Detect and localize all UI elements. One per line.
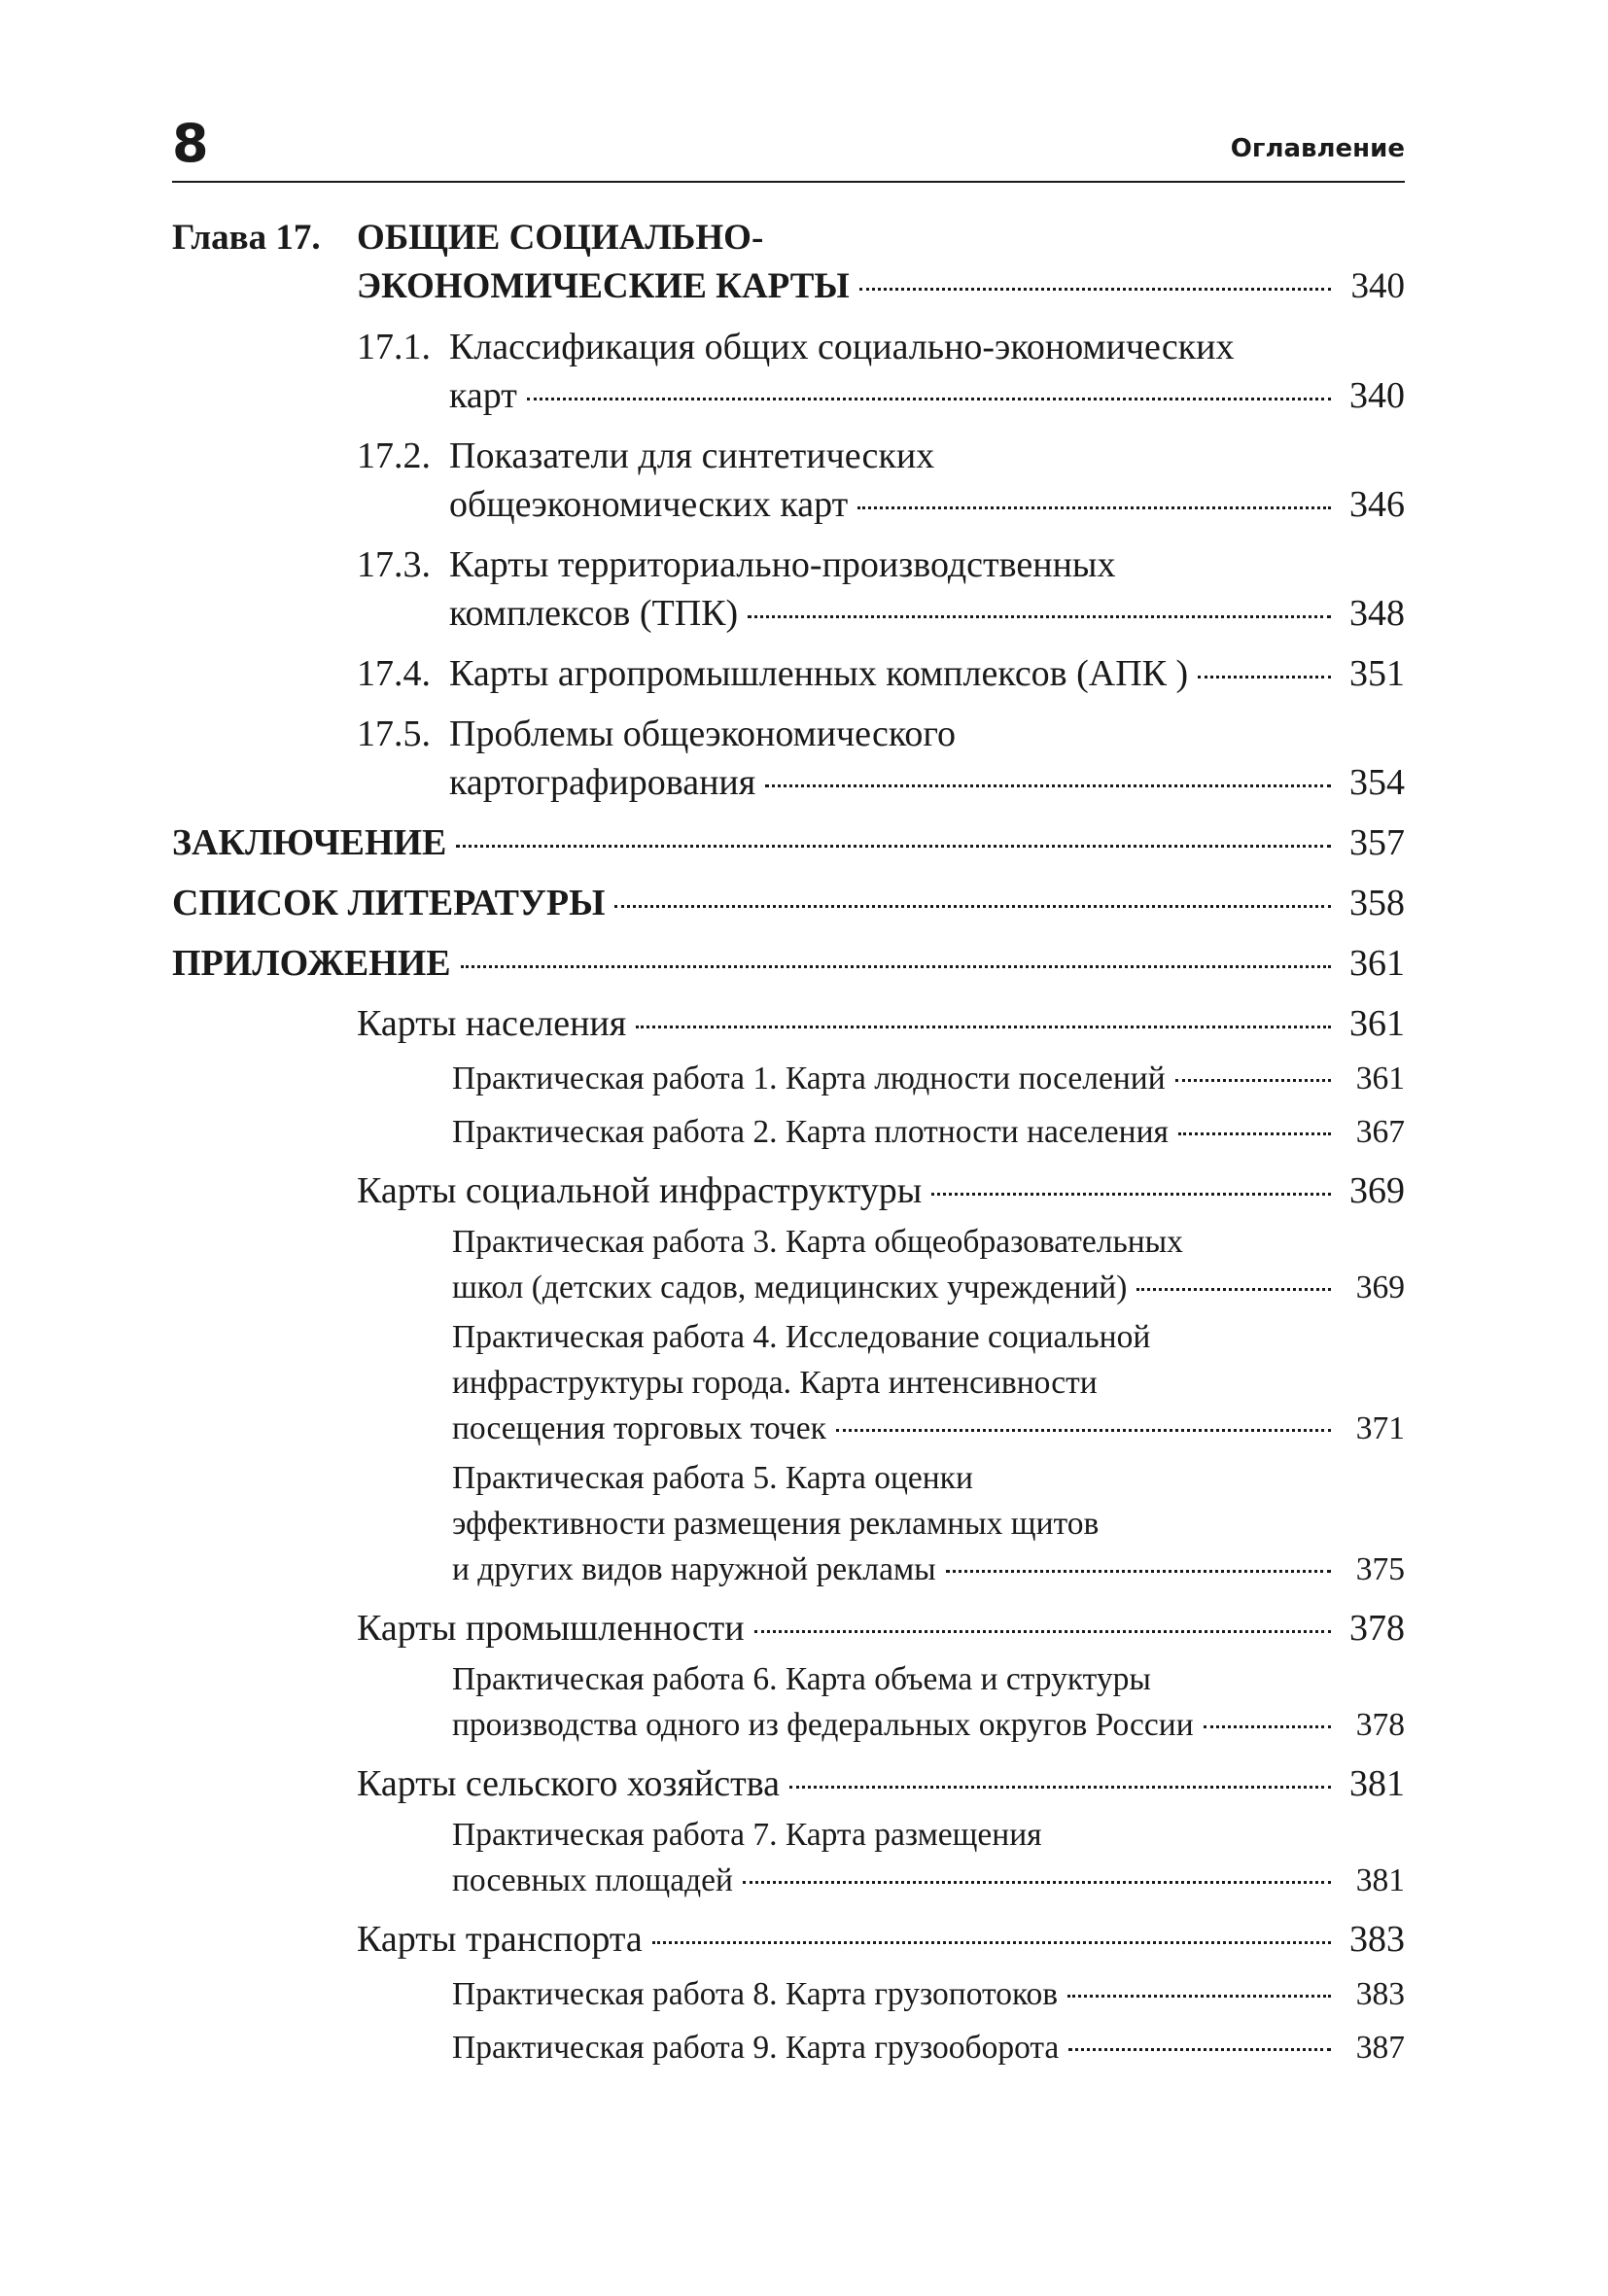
toc-conclusion [172,818,1405,867]
section-number: 17.4. [357,653,431,694]
dot-leader [743,1881,1331,1884]
toc-references [172,879,1405,927]
running-title: Оглавление [1230,134,1405,163]
group-title: Карты транспорта [357,1919,643,1960]
dot-leader [1198,676,1331,678]
page-ref: 351 [1349,653,1405,694]
work-title-line: производства одного из федеральных округов России [452,1707,1194,1743]
toc-section [357,323,1405,420]
entry-title: СПИСОК ЛИТЕРАТУРЫ [172,883,606,923]
section-number: 17.3. [357,544,431,585]
dot-leader [946,1570,1331,1573]
toc-appendix-group [357,1759,1405,1808]
page-ref: 369 [1349,1170,1405,1211]
page-ref: 346 [1349,484,1405,525]
section-title-line: Показатели для синтетических [449,435,935,476]
group-title: Карты промышленности [357,1608,745,1649]
dot-leader [765,784,1331,787]
toc-appendix [172,939,1405,988]
page-ref: 361 [1349,943,1405,984]
section-title-line: Проблемы общеэкономического [449,713,956,754]
section-number: 17.2. [357,435,431,476]
work-title-line: Практическая работа 9. Карта грузооборота [452,2030,1060,2066]
page-ref: 361 [1355,1061,1405,1096]
page-ref: 367 [1355,1114,1405,1150]
dot-leader [857,506,1331,509]
page-ref: 348 [1349,593,1405,634]
work-title-line: Практическая работа 6. Карта объема и структуры [452,1661,1151,1697]
section-title-line: карт [449,375,517,416]
toc-practical-work [452,1219,1405,1310]
work-title-line: инфраструктуры города. Карта интенсивности [452,1365,1098,1401]
page-header [172,115,1405,183]
entry-title: ПРИЛОЖЕНИЕ [172,943,451,984]
page-ref: 378 [1355,1707,1405,1743]
toc-section [357,649,1405,698]
page-ref: 361 [1349,1003,1405,1044]
page-ref: 381 [1349,1763,1405,1804]
page-ref: 383 [1355,1976,1405,2012]
group-title: Карты населения [357,1003,627,1044]
dot-leader [1136,1288,1331,1291]
section-title-line: общеэкономических карт [449,484,849,525]
chapter-label: Глава 17. [172,218,321,258]
page-ref: 381 [1355,1862,1405,1898]
table-of-contents [172,214,1405,2070]
page-number: 8 [172,113,209,174]
toc-practical-work [452,1971,1405,2017]
dot-leader [1178,1132,1331,1135]
section-title-line: Карты территориально-производственных [449,544,1116,585]
toc-section [357,540,1405,638]
section-number: 17.5. [357,713,431,754]
dot-leader [1204,1725,1331,1728]
dot-leader [636,1026,1331,1028]
work-title-line: эффективности размещения рекламных щитов [452,1506,1100,1542]
dot-leader [614,905,1331,908]
toc-appendix-group [357,999,1405,1048]
work-title-line: школ (детских садов, медицинских учреждений) [452,1270,1128,1305]
work-title-line: Практическая работа 3. Карта общеобразовательных [452,1224,1183,1260]
chapter-title-line: ОБЩИЕ СОЦИАЛЬНО- [357,218,764,258]
dot-leader [652,1941,1331,1944]
section-title-line: картографирования [449,762,756,803]
dot-leader [931,1193,1331,1196]
work-title-line: Практическая работа 7. Карта размещения [452,1817,1042,1853]
dot-leader [456,845,1331,848]
toc-practical-work [452,1656,1405,1748]
dot-leader [1175,1079,1331,1082]
toc-practical-work [452,2025,1405,2070]
page-ref: 357 [1349,822,1405,863]
toc-practical-work [452,1056,1405,1101]
page-ref: 378 [1349,1608,1405,1649]
section-number: 17.1. [357,327,431,367]
dot-leader [461,965,1331,968]
toc-practical-work [452,1109,1405,1155]
section-title-line: Классификация общих социально-экономических [449,327,1235,367]
page-ref: 340 [1350,266,1405,306]
page-ref: 340 [1349,375,1405,416]
work-title-line: Практическая работа 4. Исследование социальной [452,1319,1151,1355]
toc-practical-work [452,1455,1405,1592]
toc-section [357,710,1405,807]
page-ref: 354 [1349,762,1405,803]
work-title-line: и других видов наружной рекламы [452,1551,936,1587]
work-title-line: Практическая работа 1. Карта людности поселений [452,1061,1166,1096]
group-title: Карты сельского хозяйства [357,1763,781,1804]
work-title-line: посевных площадей [452,1862,733,1898]
section-title-line: комплексов (ТПК) [449,593,739,634]
page-ref: 358 [1349,883,1405,923]
dot-leader [789,1786,1331,1789]
section-title-line: Карты агропромышленных комплексов (АПК ) [449,653,1189,694]
toc-practical-work [452,1314,1405,1451]
dot-leader [1067,1995,1331,1998]
toc-practical-work [452,1812,1405,1903]
work-title-line: Практическая работа 8. Карта грузопотоков [452,1976,1059,2012]
entry-title: ЗАКЛЮЧЕНИЕ [172,822,447,863]
dot-leader [527,398,1331,400]
work-title-line: посещения торговых точек [452,1410,826,1446]
toc-appendix-group [357,1604,1405,1652]
group-title: Карты социальной инфраструктуры [357,1170,923,1211]
toc-appendix-group [357,1166,1405,1215]
page-ref: 383 [1349,1919,1405,1960]
toc-section [357,432,1405,529]
page-ref: 387 [1355,2030,1405,2066]
dot-leader [1068,2048,1331,2051]
toc-chapter-17 [172,214,1405,311]
page-ref: 371 [1355,1410,1405,1446]
dot-leader [836,1429,1331,1432]
dot-leader [748,615,1331,618]
work-title-line: Практическая работа 5. Карта оценки [452,1460,973,1496]
toc-appendix-group [357,1915,1405,1964]
dot-leader [754,1630,1331,1633]
page-ref: 369 [1355,1270,1405,1305]
chapter-title-line: ЭКОНОМИЧЕСКИЕ КАРТЫ [357,266,850,306]
dot-leader [859,288,1331,291]
work-title-line: Практическая работа 2. Карта плотности населения [452,1114,1169,1150]
page-ref: 375 [1355,1551,1405,1587]
